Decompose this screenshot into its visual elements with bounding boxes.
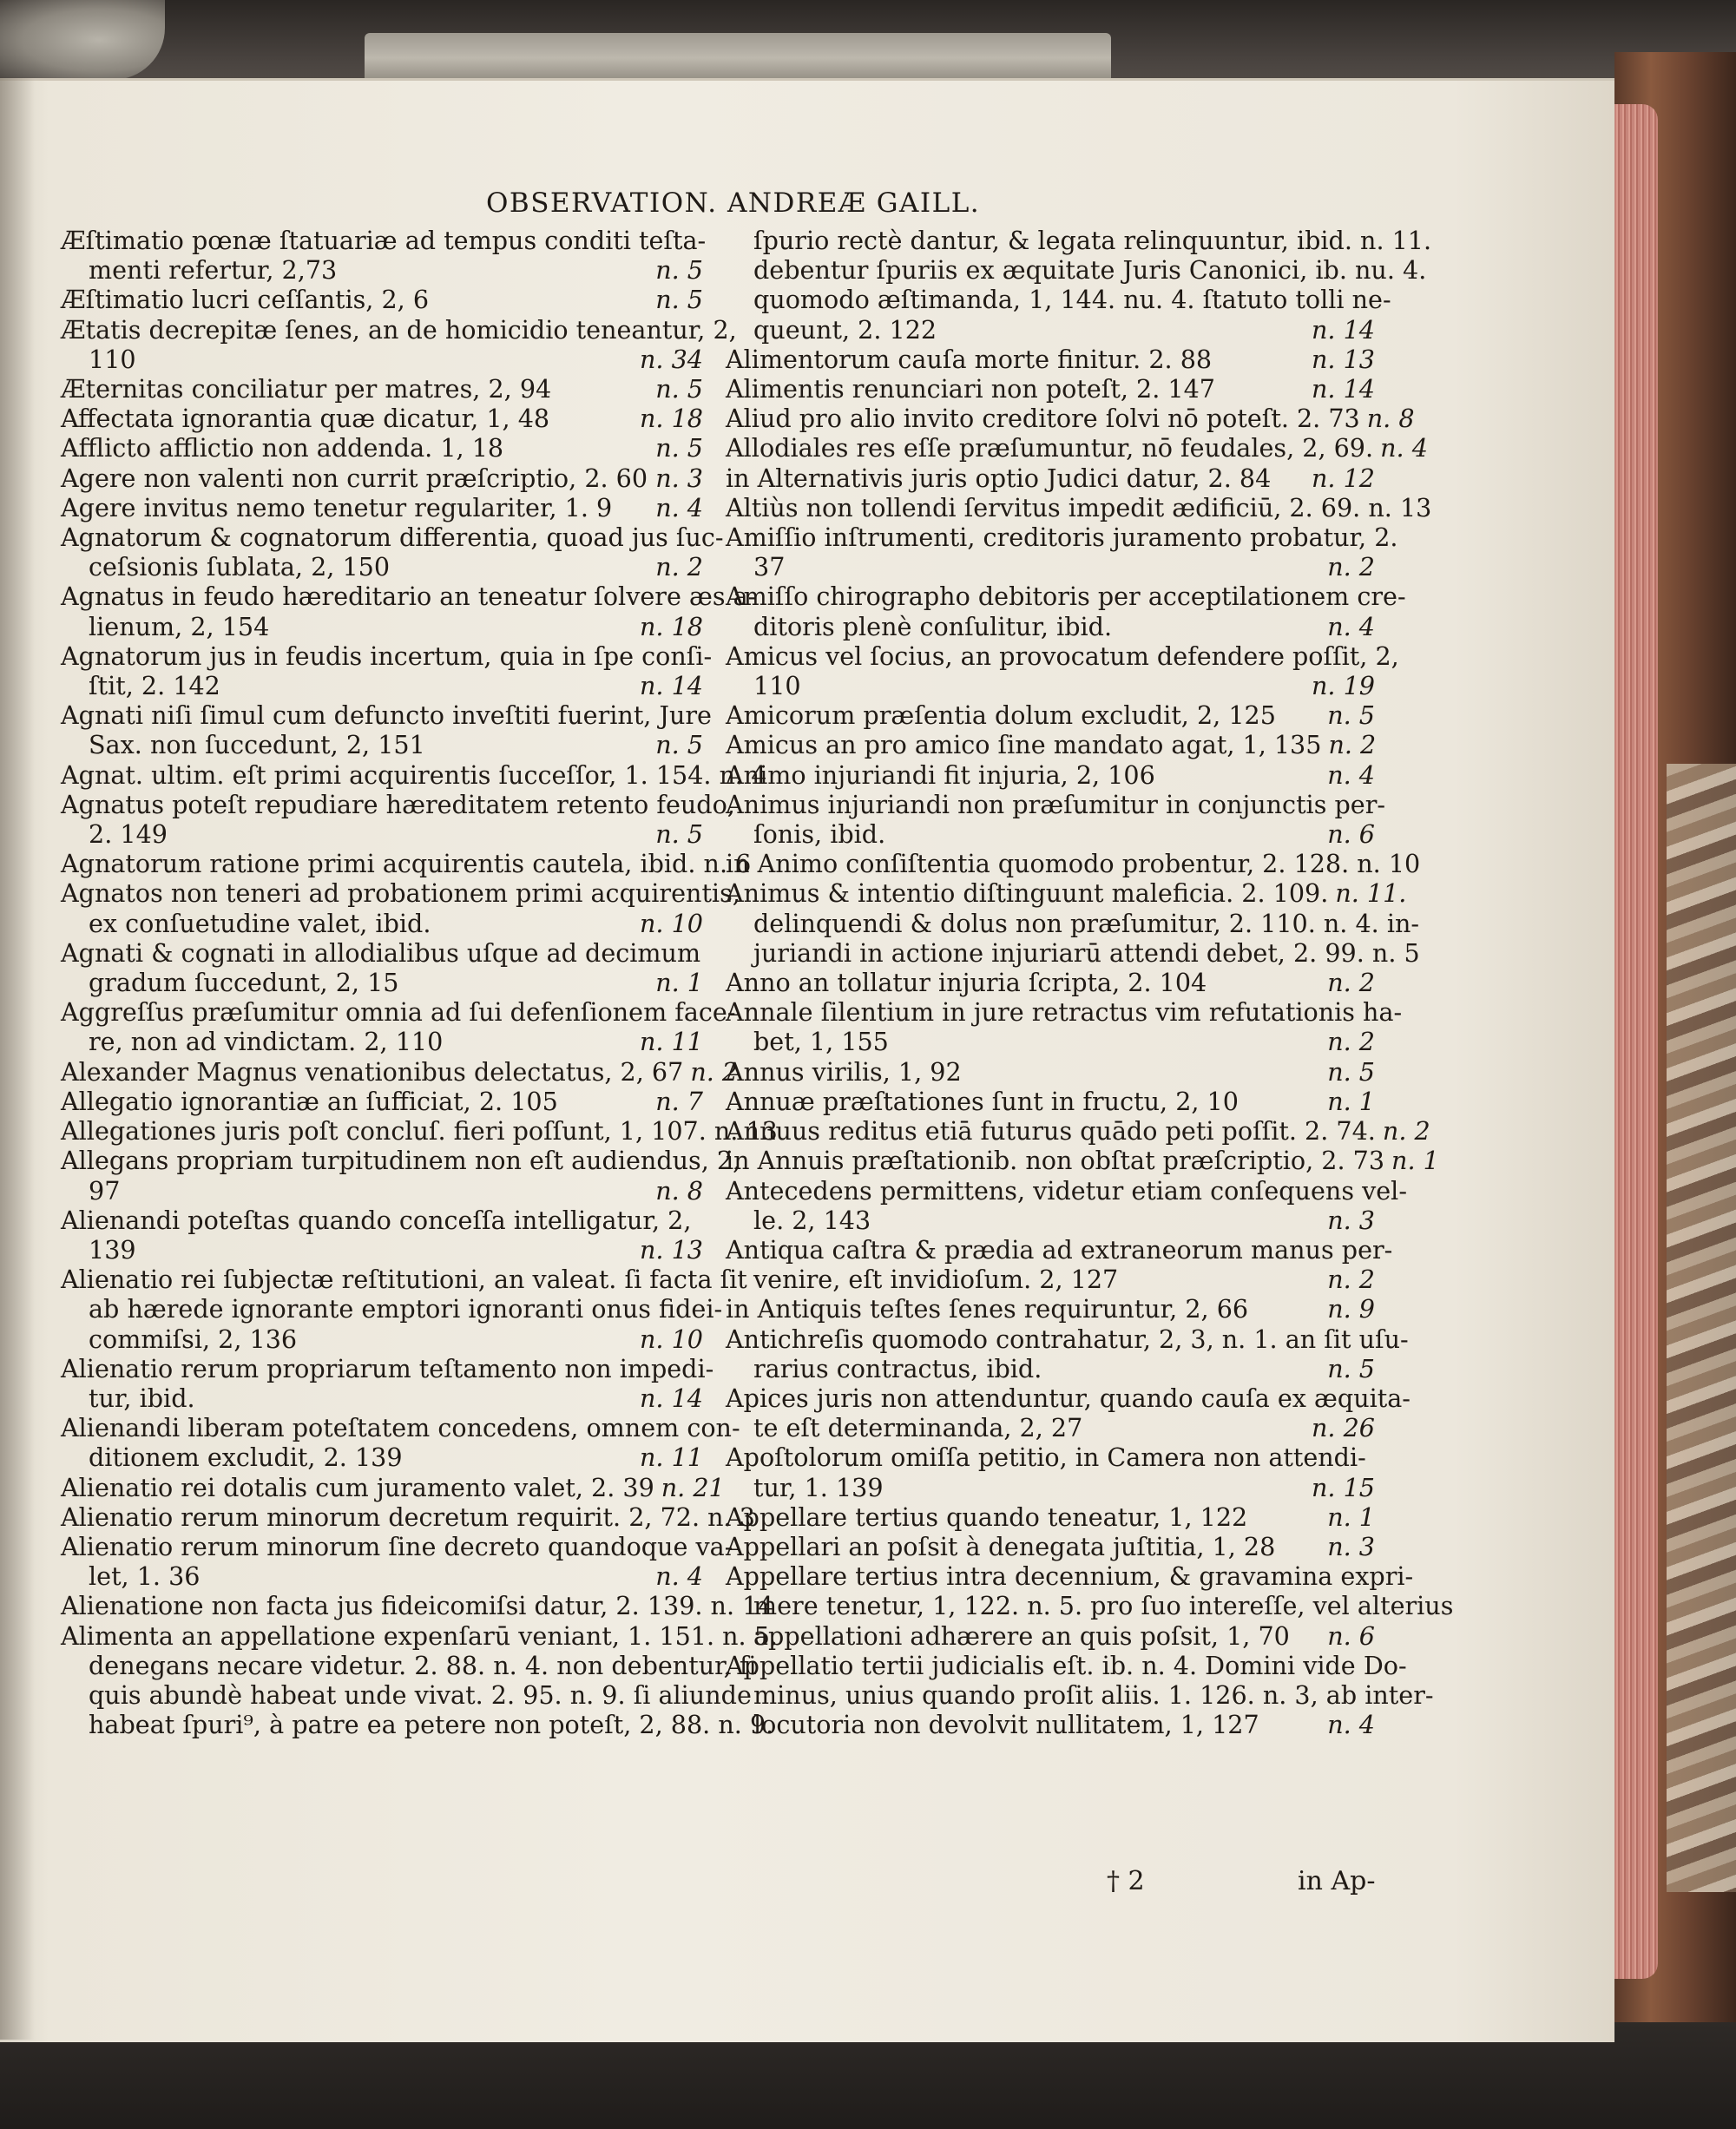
index-entry-text: Antecedens permittens, videtur etiam conſequens vel- — [726, 1175, 1407, 1206]
index-entry-text: in Annuis præſtationib. non obſtat præſcriptio, 2. 73 — [726, 1146, 1385, 1176]
index-entry-text: bet, 1, 155 — [753, 1027, 889, 1057]
index-entry-reference: n. 2 — [690, 1056, 739, 1087]
index-entry — [61, 1294, 723, 1324]
index-entry-text: Allodiales res eſſe præſumuntur, nō feudales, 2, 69. — [726, 433, 1374, 463]
index-entry-text: 97 — [89, 1175, 121, 1206]
index-entry-text: in Alternativis juris optio Judici datur, 2. 84 — [726, 463, 1272, 493]
index-entry-text: Alienatione non facta jus fideicomiſsi datur, 2. 139. n. 14 — [61, 1591, 774, 1621]
index-entry-reference: n. 5 — [655, 255, 703, 286]
index-entry-text: 37 — [753, 552, 786, 582]
index-entry-text: re, non ad vindictam. 2, 110 — [89, 1027, 444, 1057]
index-entry-text: Alienatio rerum propriarum teſtamento non impedi- — [61, 1353, 714, 1383]
index-entry-text: venire, eſt invidioſum. 2, 127 — [753, 1265, 1119, 1295]
index-entry — [726, 700, 1375, 730]
index-entry-reference: n. 12 — [1312, 463, 1375, 493]
index-entry-text: Animo injuriandi fit injuria, 2, 106 — [726, 759, 1155, 790]
index-entry-text: Amicus vel ſocius, an provocatum defendere poſſit, 2, — [726, 641, 1399, 671]
index-entry-reference: n. 4 — [1327, 611, 1375, 641]
index-entry-text: Agnatorum jus in feudis incertum, quia in ſpe conſi- — [61, 641, 713, 671]
index-entry-reference: n. 11 — [640, 1027, 703, 1057]
index-entry-text: Allegationes juris poſt concluſ. fieri poſſunt, 1, 107. n. 13 — [61, 1116, 778, 1147]
index-entry-text: gradum ſuccedunt, 2, 15 — [89, 968, 399, 998]
index-entry-reference: n. 11. — [1335, 878, 1407, 909]
index-entry-reference: n. 18 — [640, 611, 703, 641]
index-entry-reference: n. 10 — [640, 1324, 703, 1354]
index-entry — [726, 1324, 1409, 1354]
index-entry — [726, 1473, 1375, 1502]
index-entry — [61, 730, 703, 759]
index-entry-text: Agere invitus nemo tenetur regulariter, 1. 9 — [61, 492, 613, 522]
index-entry-text: 139 — [89, 1234, 136, 1265]
index-entry-text: Agnati niſi ſimul cum defuncto inveſtiti fuerint, Jure — [61, 700, 712, 731]
index-entry-text: Annuæ præſtationes ſunt in fructu, 2, 10 — [726, 1086, 1239, 1116]
index-entry — [726, 1294, 1375, 1324]
index-entry-text: delinquendi & dolus non præſumitur, 2. 110. n. 4. in- — [753, 908, 1420, 938]
index-entry-reference: n. 4 — [1327, 1710, 1375, 1740]
index-entry — [726, 641, 1399, 671]
index-entry-reference: n. 6 — [1327, 1620, 1375, 1651]
index-entry — [726, 1057, 1375, 1087]
index-entry-reference: n. 5 — [1327, 1056, 1375, 1087]
index-entry-reference: n. 4 — [655, 492, 703, 522]
index-entry — [61, 522, 724, 553]
book-clasp — [0, 0, 165, 80]
index-entry — [726, 1442, 1375, 1472]
index-entry-text: ſtit, 2. 142 — [89, 671, 220, 701]
index-entry-reference: n. 2 — [1327, 968, 1375, 998]
index-entry-text: Alienandi poteſtas quando conceſſa intelligatur, 2, — [61, 1205, 692, 1235]
index-entry — [61, 1413, 740, 1443]
index-entry — [726, 374, 1375, 404]
index-entry-reference: n. 1 — [1391, 1146, 1439, 1176]
index-entry — [726, 1561, 1414, 1592]
index-entry — [726, 878, 1407, 909]
index-entry-text: Amiſſio inſtrumenti, creditoris juramento probatur, 2. — [726, 522, 1398, 553]
index-entry-text: tur, 1. 139 — [753, 1472, 884, 1502]
index-entry-text: Ætatis decrepitæ ſenes, an de homicidio teneantur, 2, — [61, 314, 737, 345]
index-entry — [726, 1116, 1430, 1147]
index-entry — [61, 1265, 747, 1295]
index-entry-text: Agnatos non teneri ad probationem primi acquirentis, — [61, 878, 740, 909]
index-entry — [726, 522, 1398, 553]
index-entry-reference: n. 18 — [640, 404, 703, 434]
index-entry — [61, 493, 703, 522]
index-entry — [726, 1087, 1375, 1116]
index-entry-text: ſonis, ibid. — [753, 819, 886, 850]
index-entry — [61, 1472, 725, 1502]
catchword: in Ap- — [1298, 1866, 1376, 1896]
index-entry — [726, 760, 1375, 790]
index-entry — [726, 730, 1375, 759]
index-entry — [726, 345, 1375, 374]
index-entry — [726, 1027, 1375, 1056]
index-entry-text: Æſtimatio lucri ceſſantis, 2, 6 — [61, 285, 430, 315]
index-entry-text: quomodo æſtimanda, 1, 144. nu. 4. ſtatuto tolli ne- — [753, 285, 1391, 315]
index-entry — [61, 345, 703, 374]
index-entry-reference: n. 8 — [655, 1175, 703, 1206]
index-entry — [61, 1056, 739, 1087]
header-right: ANDREÆ GAILL. — [727, 187, 981, 219]
index-entry — [61, 1027, 703, 1056]
index-entry — [726, 1234, 1393, 1265]
index-entry — [61, 700, 712, 731]
index-entry-text: Aggreſſus præſumitur omnia ad ſui defenſionem face- — [61, 997, 736, 1028]
index-entry-reference: n. 13 — [1312, 344, 1375, 374]
index-entry-text: Antiqua caſtra & prædia ad extraneorum manus per- — [726, 1234, 1393, 1265]
index-entry — [726, 582, 1406, 612]
index-entry-text: Alimenta an appellatione expenſarū veniant, 1. 151. n. 5. — [61, 1620, 779, 1651]
index-entry — [726, 1710, 1375, 1739]
index-entry-reference: n. 5 — [655, 285, 703, 315]
index-entry-text: Agnatorum & cognatorum differentia, quoad jus ſuc- — [61, 522, 724, 553]
index-entry-reference: n. 1 — [655, 968, 703, 998]
index-entry — [61, 1561, 703, 1591]
index-entry-reference: n. 3 — [1327, 1531, 1375, 1561]
index-entry — [61, 878, 740, 909]
index-entry — [726, 492, 1432, 522]
index-entry-reference: n. 5 — [655, 433, 703, 463]
index-entry-reference: n. 14 — [1312, 374, 1375, 404]
index-entry — [61, 789, 735, 819]
index-entry-text: juriandi in actione injuriarū attendi debet, 2. 99. n. 5 — [753, 937, 1420, 968]
index-entry-text: Afflicto afflictio non addenda. 1, 18 — [61, 433, 504, 463]
index-entry-text: Allegatio ignorantiæ an ſufficiat, 2. 105 — [61, 1086, 558, 1116]
index-entry — [726, 1413, 1375, 1442]
binding-strip — [365, 33, 1111, 83]
index-entry-text: Alienandi liberam poteſtatem concedens, omnem con- — [61, 1413, 740, 1443]
index-entry — [61, 463, 703, 493]
index-entry-reference: n. 2 — [1328, 730, 1377, 760]
index-entry-reference: n. 4 — [655, 1561, 703, 1592]
index-entry — [61, 1353, 714, 1383]
index-entry — [726, 315, 1375, 345]
index-entry-reference: n. 10 — [640, 908, 703, 938]
index-entry-text: Apices juris non attenduntur, quando cauſa ex æquita- — [726, 1383, 1410, 1413]
index-entry — [726, 789, 1386, 819]
index-entry — [61, 226, 707, 255]
index-entry-reference: n. 5 — [655, 819, 703, 850]
index-entry-text: appellationi adhærere an quis poſsit, 1, 70 — [753, 1620, 1290, 1651]
index-entry — [726, 937, 1420, 968]
index-entry-text: let, 1. 36 — [89, 1561, 201, 1592]
index-entry-text: Appellare tertius intra decennium, & gravamina expri- — [726, 1561, 1414, 1592]
index-entry-text: Alimentis renunciari non poteſt, 2. 147 — [726, 374, 1216, 404]
index-entry-reference: n. 2 — [1327, 1265, 1375, 1295]
index-entry — [726, 404, 1415, 434]
index-entry-text: ceſsionis ſublata, 2, 150 — [89, 552, 391, 582]
index-entry — [61, 1650, 757, 1680]
index-entry-reference: n. 4 — [1380, 433, 1428, 463]
index-entry — [61, 759, 767, 790]
index-entry-reference: n. 19 — [1312, 671, 1375, 701]
index-entry-reference: n. 15 — [1312, 1472, 1375, 1502]
index-entry — [61, 1501, 755, 1532]
index-entry — [61, 849, 752, 879]
index-entry-reference: n. 26 — [1312, 1413, 1375, 1443]
index-entry — [61, 1710, 774, 1740]
index-entry-reference: n. 3 — [1327, 1205, 1375, 1235]
index-entry-reference: n. 4 — [1327, 759, 1375, 790]
index-entry — [61, 1591, 774, 1621]
index-entry — [61, 1146, 741, 1176]
index-entry-text: Agnatus in feudo hæreditario an teneatur ſolvere æs a- — [61, 582, 757, 612]
index-entry — [726, 1146, 1439, 1176]
index-entry-text: Affectata ignorantia quæ dicatur, 1, 48 — [61, 404, 550, 434]
index-entry — [726, 849, 1421, 879]
index-entry-reference: n. 5 — [655, 374, 703, 404]
index-entry — [61, 1324, 703, 1354]
index-entry-reference: n. 3 — [655, 463, 703, 493]
index-entry-reference: n. 1 — [1327, 1501, 1375, 1532]
index-entry-reference: n. 6 — [1327, 819, 1375, 850]
index-entry — [61, 938, 703, 968]
index-entry-text: Agnati & cognati in allodialibus uſque ad decimum — [61, 937, 701, 968]
index-entry-text: Aliud pro alio invito creditore ſolvi nō poteſt. 2. 73 — [726, 404, 1360, 434]
index-entry-text: lienum, 2, 154 — [89, 611, 270, 641]
index-entry — [726, 1175, 1407, 1206]
index-entry — [61, 819, 703, 849]
index-entry-text: ditoris plenè conſulitur, ibid. — [753, 611, 1113, 641]
gutter-shadow — [0, 78, 35, 2040]
index-entry-text: Amiſſo chirographo debitoris per acceptilationem cre- — [726, 582, 1406, 612]
index-entry — [61, 1620, 779, 1651]
index-entry-reference: n. 2 — [1382, 1116, 1430, 1147]
header-left: OBSERVATION. — [486, 187, 718, 219]
index-entry-text: Agere non valenti non currit præſcriptio, 2. 60 — [61, 463, 648, 493]
marbled-endpaper — [1667, 764, 1736, 1892]
index-entry-text: ex conſuetudine valet, ibid. — [89, 908, 431, 938]
index-entry-text: Alexander Magnus venationibus delectatus, 2, 67 — [61, 1056, 684, 1087]
index-entry-reference: n. 5 — [1327, 700, 1375, 731]
index-entry-text: Alienatio rei dotalis cum juramento valet, 2. 39 — [61, 1472, 654, 1502]
index-entry — [726, 819, 1375, 849]
index-entry-text: Agnat. ultim. eſt primi acquirentis ſucceſſor, 1. 154. n. 4 — [61, 759, 767, 790]
index-entry-text: Allegans propriam turpitudinem non eſt audiendus, 2, — [61, 1146, 741, 1176]
index-entry-text: Alienatio rerum minorum decretum requirit. 2, 72. n. 3 — [61, 1501, 755, 1532]
index-entry-reference: n. 14 — [640, 671, 703, 701]
index-entry-reference: n. 8 — [1366, 404, 1415, 434]
index-entry-text: 110 — [89, 344, 136, 374]
index-entry — [61, 671, 703, 700]
index-entry-reference: n. 2 — [1327, 1027, 1375, 1057]
index-entry-reference: n. 34 — [640, 344, 703, 374]
index-entry — [61, 1442, 703, 1472]
index-entry — [726, 1265, 1375, 1294]
index-entry-text: Alienatio rerum minorum ſine decreto quandoque va- — [61, 1531, 733, 1561]
index-entry-text: Annale ſilentium in jure retractus vim refutationis ha- — [726, 997, 1403, 1028]
index-entry-reference: n. 5 — [1327, 1353, 1375, 1383]
index-entry — [726, 552, 1375, 582]
index-entry-text: in Animo conſiſtentia quomodo probentur, 2. 128. n. 10 — [726, 849, 1421, 879]
index-entry — [726, 1591, 1454, 1621]
index-entry-reference: n. 11 — [640, 1442, 703, 1473]
index-entry-text: Antichreſis quomodo contrahatur, 2, 3, n. 1. an ſit uſu- — [726, 1324, 1409, 1354]
index-entry — [61, 1087, 703, 1116]
index-entry — [61, 404, 703, 433]
index-entry — [726, 1679, 1434, 1710]
index-entry-reference: n. 1 — [1327, 1086, 1375, 1116]
index-entry-text: Agnatorum ratione primi acquirentis cautela, ibid. n. 6 — [61, 849, 752, 879]
index-entry-text: tur, ibid. — [89, 1383, 195, 1413]
index-entry-text: Agnatus poteſt repudiare hæreditatem retento feudo, — [61, 789, 735, 819]
index-entry-text: Apoſtolorum omiſſa petitio, in Camera non attendi- — [726, 1442, 1366, 1473]
index-entry — [61, 255, 703, 285]
index-entry — [726, 908, 1420, 938]
index-entry-text: rarius contractus, ibid. — [753, 1353, 1042, 1383]
index-entry — [61, 285, 703, 314]
index-entry-text: Appellatio tertii judicialis eſt. ib. n. 4. Domini vide Do- — [726, 1650, 1407, 1680]
index-entry-text: ſpurio rectè dantur, & legata relinquuntur, ibid. n. 11. — [753, 226, 1432, 255]
index-entry-reference: n. 13 — [640, 1234, 703, 1265]
index-entry — [726, 1621, 1375, 1651]
index-entry-text: te eſt determinanda, 2, 27 — [753, 1413, 1083, 1443]
index-entry-text: mere tenetur, 1, 122. n. 5. pro ſuo intereſſe, vel alterius — [753, 1591, 1454, 1621]
index-entry-text: Alienatio rei ſubjectæ reſtitutioni, an valeat. ſi facta ſit — [61, 1265, 747, 1295]
index-entry-reference: n. 14 — [640, 1383, 703, 1413]
index-entry-text: ab hærede ignorante emptori ignoranti onus fidei- — [89, 1294, 723, 1324]
index-entry-text: Annus virilis, 1, 92 — [726, 1056, 962, 1087]
index-entry — [61, 1116, 778, 1147]
index-entry — [726, 1532, 1375, 1561]
index-entry — [61, 582, 757, 612]
index-entry-reference: n. 14 — [1312, 314, 1375, 345]
index-entry — [61, 374, 703, 404]
index-entry-text: 2. 149 — [89, 819, 168, 850]
index-entry-text: habeat ſpuri⁹, à patre ea petere non poteſt, 2, 88. n. 9. — [89, 1710, 774, 1740]
index-entry-text: minus, unius quando proſit aliis. 1. 126. n. 3, ab inter- — [753, 1679, 1434, 1710]
index-entry — [61, 612, 703, 641]
index-entry — [726, 1650, 1407, 1680]
index-entry — [726, 463, 1375, 493]
index-entry-text: Altiùs non tollendi ſervitus impedit ædificiū, 2. 69. n. 13 — [726, 492, 1432, 522]
index-entry — [61, 1176, 703, 1206]
index-entry — [61, 433, 703, 463]
index-entry-text: denegans necare videtur. 2. 88. n. 4. non debentur, ſi — [89, 1650, 757, 1680]
index-entry-text: Anno an tollatur injuria ſcripta, 2. 104 — [726, 968, 1207, 998]
index-entry-text: Amicus an pro amico ſine mandato agat, 1, 135 — [726, 730, 1322, 760]
index-entry-text: Animus injuriandi non præſumitur in conjunctis per- — [726, 789, 1386, 819]
index-entry-text: 110 — [753, 671, 801, 701]
index-entry-reference: n. 21 — [661, 1472, 725, 1502]
index-entry — [726, 671, 1375, 700]
index-entry-text: Appellare tertius quando teneatur, 1, 122 — [726, 1501, 1248, 1532]
index-entry-reference: n. 2 — [1327, 552, 1375, 582]
index-entry-text: Annuus reditus etiā futurus quādo peti poſſit. 2. 74. — [726, 1116, 1376, 1147]
index-entry-text: Alimentorum cauſa morte finitur. 2. 88 — [726, 344, 1213, 374]
index-entry — [61, 968, 703, 997]
index-entry — [726, 997, 1403, 1028]
index-entry — [726, 255, 1427, 286]
index-entry-text: quis abundè habeat unde vivat. 2. 95. n. 9. ſi aliunde — [89, 1679, 752, 1710]
index-entry-reference: n. 5 — [655, 730, 703, 760]
index-entry — [61, 1206, 703, 1235]
index-entry-text: Appellari an poſsit à denegata juſtitia, 1, 28 — [726, 1531, 1276, 1561]
index-entry — [726, 433, 1428, 463]
index-entry — [726, 968, 1375, 997]
index-entry-text: ditionem excludit, 2. 139 — [89, 1442, 403, 1473]
signature-mark: † 2 — [1107, 1866, 1145, 1896]
index-entry-text: locutoria non devolvit nullitatem, 1, 127 — [753, 1710, 1259, 1740]
index-entry — [61, 314, 737, 345]
index-entry-text: menti refertur, 2,73 — [89, 255, 338, 286]
index-entry-text: debentur ſpuriis ex æquitate Juris Canonici, ib. nu. 4. — [753, 255, 1427, 286]
index-entry-reference: n. 7 — [655, 1086, 703, 1116]
index-entry-text: commiſsi, 2, 136 — [89, 1324, 298, 1354]
index-entry — [61, 1679, 752, 1710]
index-entry — [726, 1383, 1410, 1413]
index-entry — [61, 1235, 703, 1265]
index-entry — [61, 1383, 703, 1413]
index-entry-reference: n. 2 — [655, 552, 703, 582]
index-entry — [726, 1354, 1375, 1383]
index-entry — [726, 1206, 1375, 1235]
index-entry — [61, 997, 736, 1028]
index-entry — [726, 285, 1391, 315]
index-entry-text: in Antiquis teſtes ſenes requiruntur, 2, 66 — [726, 1294, 1249, 1324]
index-entry — [61, 1531, 733, 1561]
index-entry — [61, 909, 703, 938]
index-column-right — [726, 226, 1454, 1740]
index-entry-text: Æſtimatio pœnæ ſtatuariæ ad tempus conditi teſta- — [61, 226, 707, 255]
index-entry-text: Animus & intentio diſtinguunt maleficia. 2. 109. — [726, 878, 1329, 909]
index-entry — [61, 641, 713, 671]
index-entry-text: Amicorum præſentia dolum excludit, 2, 125 — [726, 700, 1276, 731]
index-entry-text: Æternitas conciliatur per matres, 2, 94 — [61, 374, 552, 404]
index-entry-text: le. 2, 143 — [753, 1205, 871, 1235]
index-entry — [726, 226, 1432, 255]
index-entry-reference: n. 9 — [1327, 1294, 1375, 1324]
index-entry — [726, 612, 1375, 641]
index-entry-text: queunt, 2. 122 — [753, 314, 937, 345]
index-entry — [726, 1502, 1375, 1532]
index-entry-text: Sax. non ſuccedunt, 2, 151 — [89, 730, 425, 760]
index-entry — [61, 552, 703, 582]
